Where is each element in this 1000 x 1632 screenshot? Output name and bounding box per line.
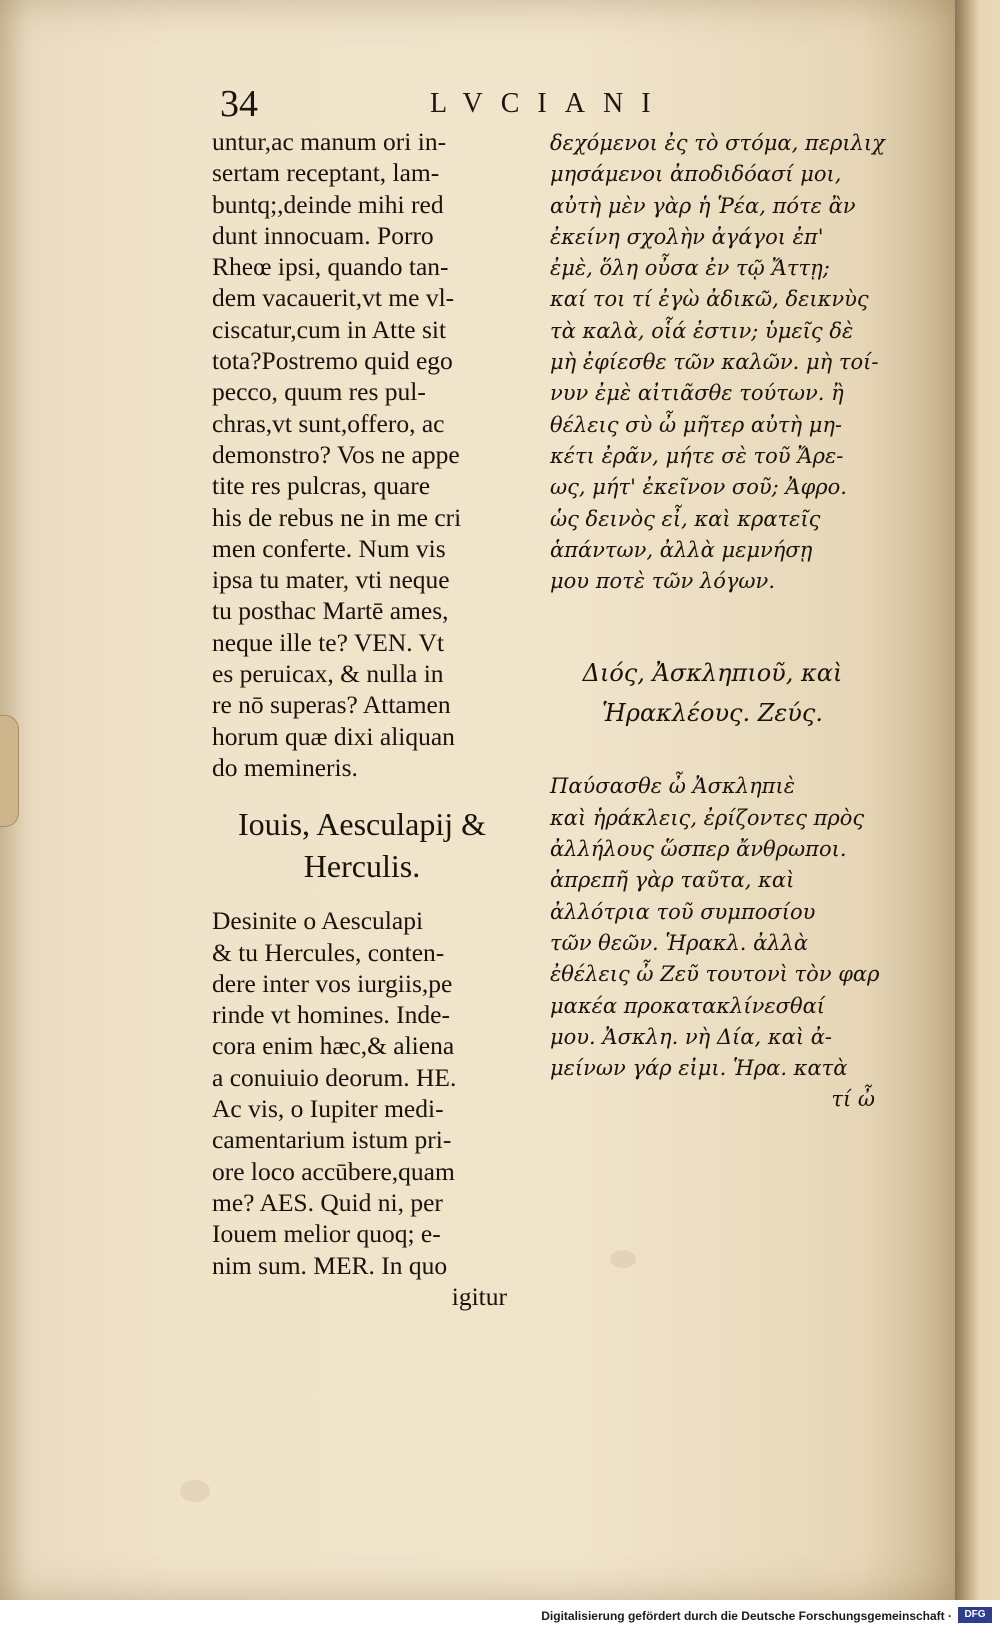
- latin-line: ciscatur,cum in Atte sit: [212, 314, 447, 344]
- latin-line: his de rebus ne in me cri: [212, 502, 462, 532]
- greek-line: αὐτὴ μὲν γὰρ ἡ Ῥέα, πότε ἂν: [550, 193, 856, 218]
- greek-section-heading: [550, 653, 875, 733]
- latin-line: ore loco accūbere,quam: [212, 1156, 455, 1186]
- latin-line: buntq;,deinde mihi red: [212, 189, 444, 219]
- page-clip: [0, 715, 19, 827]
- latin-line: horum quæ dixi aliquan: [212, 721, 455, 751]
- latin-line: camentarium istum pri-: [212, 1125, 452, 1155]
- latin-line: dere inter vos iurgiis,pe: [212, 968, 453, 998]
- latin-line: dunt innocuam. Porro: [212, 220, 434, 250]
- greek-line: μησάμενοι ἀποδιδόασί μοι,: [550, 162, 842, 187]
- greek-line: τῶν θεῶν. Ἡρακλ. ἀλλὰ: [550, 930, 809, 955]
- greek-line: καὶ ἡράκλεις, ἐρίζοντες πρὸς: [550, 805, 865, 830]
- latin-line: do memineris.: [212, 752, 358, 782]
- greek-line: ἁπάντων, ἀλλὰ μεμνήσῃ: [550, 537, 813, 562]
- digitization-footer: [0, 1600, 1000, 1632]
- latin-line: pecco, quum res pul-: [212, 377, 426, 407]
- latin-line: chras,vt sunt,offero, ac: [212, 408, 445, 438]
- greek-catchword: τί ὦ: [831, 1087, 875, 1112]
- page-number: 34: [220, 83, 258, 125]
- latin-line: neque ille te? VEN. Vt: [212, 627, 445, 657]
- greek-line: ἐκείνη σχολὴν ἀγάγοι ἐπ': [550, 224, 824, 249]
- paper-stain: [610, 1250, 636, 1268]
- greek-line: τὰ καλὰ, οἷά ἐστιν; ὑμεῖς δὲ: [550, 318, 854, 343]
- latin-line: cora enim hæc,& aliena: [212, 1031, 455, 1061]
- latin-line: Iouem melior quoq; e-: [212, 1219, 441, 1249]
- latin-section-heading: [212, 803, 512, 887]
- latin-line: rinde vt homines. Inde-: [212, 1000, 450, 1030]
- facing-page-edge: [955, 0, 1000, 1600]
- greek-line: μὴ ἐφίεσθε τῶν καλῶν. μὴ τοί-: [550, 350, 879, 375]
- greek-line: νυν ἐμὲ αἰτιᾶσθε τούτων. ἢ: [550, 381, 844, 406]
- greek-line: θέλεις σὺ ὦ μῆτερ αὐτὴ μη-: [550, 412, 843, 437]
- greek-line: Παύσασθε ὦ Ἀσκληπιὲ: [550, 774, 795, 799]
- greek-line: μείνων γάρ εἰμι. Ἡρα. κατὰ: [550, 1056, 848, 1081]
- latin-line: sertam receptant, lam-: [212, 158, 440, 188]
- greek-line: μακέα προκατακλίνεσθαί: [550, 993, 826, 1018]
- latin-line: men conferte. Num vis: [212, 533, 446, 563]
- latin-line: demonstro? Vos ne appe: [212, 439, 460, 469]
- greek-heading-line: Διός, Ἀσκληπιοῦ, καὶ: [582, 659, 843, 688]
- latin-line: es peruicax, & nulla in: [212, 659, 444, 689]
- latin-line: tite res pulcras, quare: [212, 471, 431, 501]
- greek-line: ἐμὲ, ὅλη οὖσα ἐν τῷ Ἄττῃ;: [550, 256, 830, 281]
- greek-line: δεχόμενοι ἐς τὸ στόμα, περιλιχ: [550, 131, 885, 155]
- latin-line: me? AES. Quid ni, per: [212, 1187, 443, 1217]
- greek-line: μου ποτὲ τῶν λόγων.: [550, 569, 775, 594]
- greek-heading-line: Ἡρακλέους. Ζεύς.: [602, 699, 823, 728]
- funding-notice: Digitalisierung gefördert durch die Deutsche Forschungsgemeinschaft ·: [541, 1609, 952, 1623]
- latin-line: tu posthac Martē ames,: [212, 596, 449, 626]
- latin-line: Rheœ ipsi, quando tan-: [212, 252, 449, 282]
- latin-line: ipsa tu mater, vti neque: [212, 565, 450, 595]
- latin-heading-line: Iouis, Aesculapij &: [238, 806, 486, 843]
- latin-line: Desinite o Aesculapi: [212, 906, 424, 936]
- greek-line: ἐθέλεις ὦ Ζεῦ τουτονὶ τὸν φαρ: [550, 962, 880, 987]
- latin-line: re nō superas? Attamen: [212, 690, 451, 720]
- page-header: [210, 82, 730, 125]
- greek-line: ἀλλότρια τοῦ συμποσίου: [550, 899, 816, 924]
- latin-line: a conuiuio deorum. HE.: [212, 1062, 457, 1092]
- dfg-logo: DFG: [958, 1607, 992, 1623]
- greek-line: μου. Ἀσκλη. νὴ Δία, καὶ ἀ-: [550, 1024, 833, 1049]
- greek-line: ως, μήτ' ἐκεῖνον σοῦ; Ἀφρο.: [550, 475, 847, 500]
- paper-stain: [180, 1480, 210, 1502]
- latin-line: nim sum. MER. In quo: [212, 1250, 448, 1280]
- greek-column: [550, 128, 885, 1116]
- latin-catchword: igitur: [451, 1281, 507, 1311]
- greek-line: ἀλλήλους ὥσπερ ἄνθρωποι.: [550, 837, 847, 862]
- greek-line: καί τοι τί ἐγὼ ἀδικῶ, δεικνὺς: [550, 287, 869, 312]
- latin-line: Ac vis, o Iupiter medi-: [212, 1094, 444, 1124]
- latin-line: & tu Hercules, conten-: [212, 937, 445, 967]
- running-head: LVCIANI: [430, 88, 669, 119]
- latin-line: tota?Postremo quid ego: [212, 346, 453, 376]
- greek-line: ὡς δεινὸς εἶ, καὶ κρατεῖς: [550, 506, 821, 531]
- latin-line: dem vacauerit,vt me vl-: [212, 283, 455, 313]
- greek-line: ἀπρεπῆ γὰρ ταῦτα, καὶ: [550, 868, 795, 893]
- latin-heading-line: Herculis.: [303, 848, 421, 885]
- latin-line: untur,ac manum ori in-: [212, 127, 447, 156]
- greek-line: κέτι ἐρᾶν, μήτε σὲ τοῦ Ἄρε-: [550, 443, 844, 468]
- latin-column: [212, 126, 517, 1312]
